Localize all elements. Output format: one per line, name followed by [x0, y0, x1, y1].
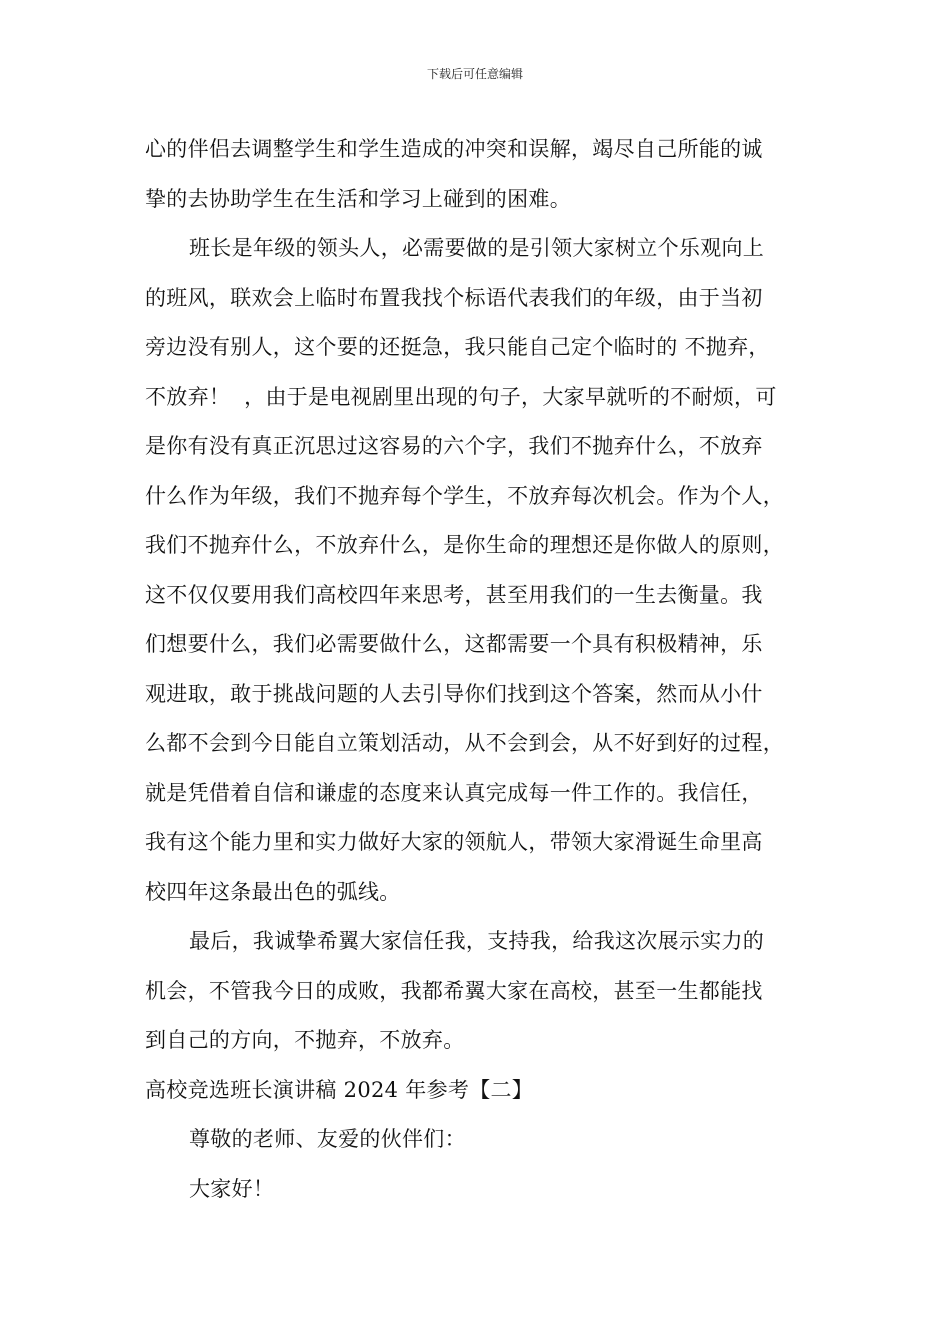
text-line: 什么作为年级，我们不抛弃每个学生，不放弃每次机会。作为个人， — [145, 483, 784, 508]
document-body — [145, 125, 805, 1214]
text-line: 观进取，敢于挑战问题的人去引导你们找到这个答案，然而从小什 — [145, 681, 763, 706]
text-line: 旁边没有别人，这个要的还挺急，我只能自己定个临时的 不抛弃， — [145, 335, 770, 359]
text-line: 校四年这条最出色的弧线。 — [145, 879, 401, 904]
text-line: 的班风，联欢会上临时布置我找个标语代表我们的年级，由于当初 — [145, 285, 763, 310]
text-line: 机会，不管我今日的成败，我都希翼大家在高校，甚至一生都能找 — [145, 978, 763, 1003]
text-line: 我们不抛弃什么，不放弃什么，是你生命的理想还是你做人的原则， — [145, 533, 784, 557]
text-line: 挚的去协助学生在生活和学习上碰到的困难。 — [145, 186, 571, 211]
text-line: 们想要什么，我们必需要做什么，这都需要一个具有积极精神，乐 — [145, 632, 763, 656]
paragraph-3 — [145, 917, 805, 1066]
section-title-text: 高校竞选班长演讲稿 2024 年参考【二】 — [145, 1077, 534, 1102]
paragraph-2 — [145, 224, 805, 917]
paragraph-1 — [145, 125, 805, 224]
text-line: 不放弃！ ，由于是电视剧里出现的句子，大家早就听的不耐烦，可 — [145, 384, 777, 409]
text-line-first: 最后，我诚挚希翼大家信任我，支持我，给我这次展示实力的 — [189, 929, 765, 953]
hello-paragraph — [145, 1165, 805, 1215]
greeting-text: 尊敬的老师、友爱的伙伴们： — [189, 1127, 466, 1151]
page-header-note: 下载后可任意编辑 — [426, 67, 523, 81]
text-line-first: 班长是年级的领头人，必需要做的是引领大家树立个乐观向上 — [189, 236, 765, 260]
text-line: 到自己的方向，不抛弃，不放弃。 — [145, 1028, 465, 1052]
text-line: 么都不会到今日能自立策划活动，从不会到会，从不好到好的过程， — [145, 731, 784, 755]
text-line: 我有这个能力里和实力做好大家的领航人，带领大家滑诞生命里高 — [145, 830, 763, 854]
text-line: 心的伴侣去调整学生和学生造成的冲突和误解，竭尽自己所能的诚 — [145, 137, 763, 161]
hello-text: 大家好！ — [189, 1176, 275, 1201]
text-line: 这不仅仅要用我们高校四年来思考，甚至用我们的一生去衡量。我 — [145, 582, 763, 607]
section-title — [145, 1066, 805, 1116]
greeting-paragraph — [145, 1115, 805, 1165]
text-line: 是你有没有真正沉思过这容易的六个字，我们不抛弃什么，不放弃 — [145, 434, 763, 458]
text-line: 就是凭借着自信和谦虚的态度来认真完成每一件工作的。我信任， — [145, 780, 763, 805]
